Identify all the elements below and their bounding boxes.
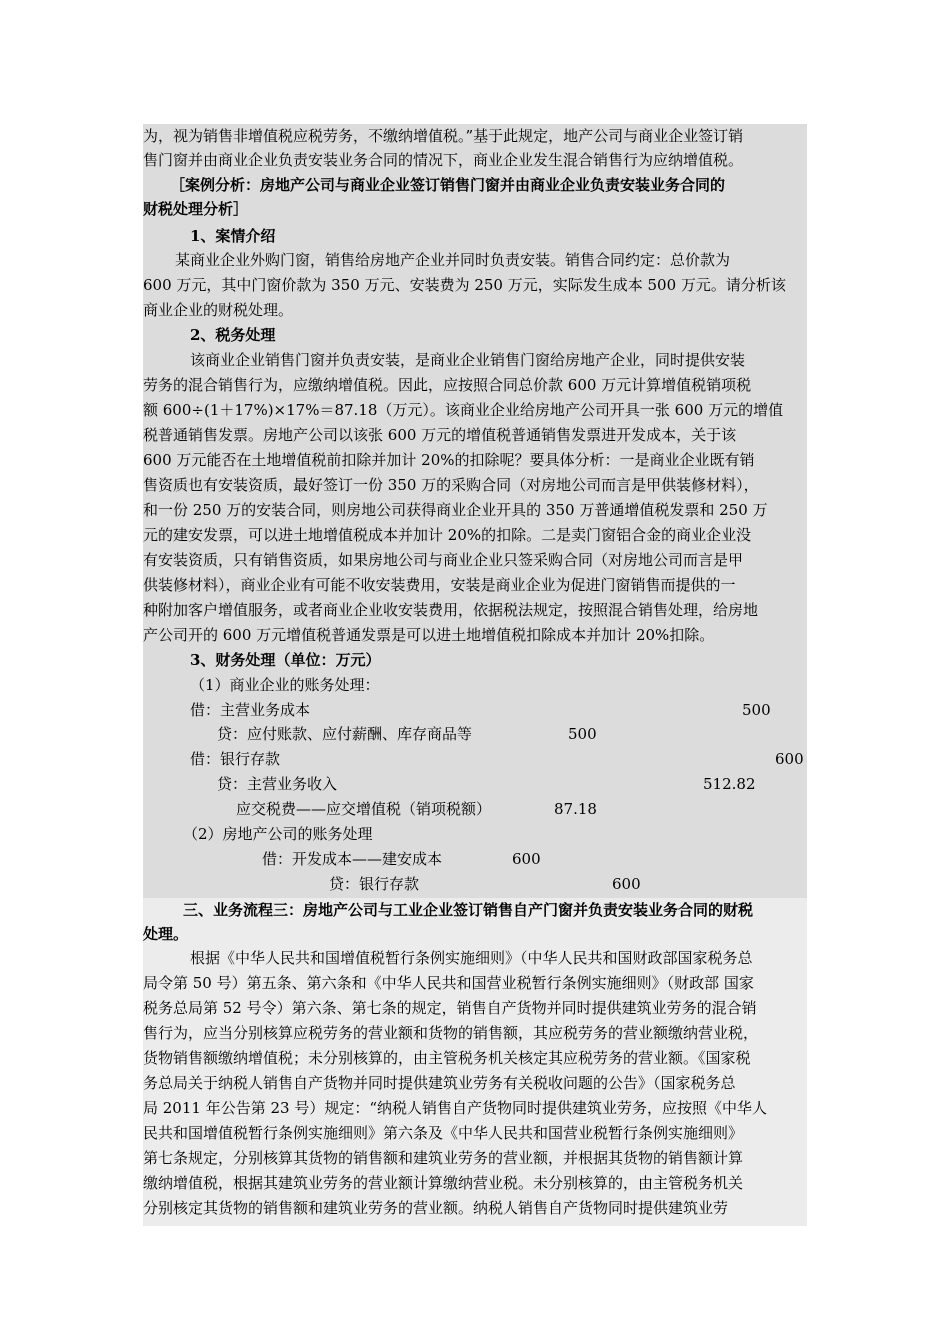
case-title: 财税处理分析］: [143, 200, 249, 218]
entry-amount: 600: [775, 750, 804, 768]
paragraph-line: 某商业企业外购门窗，销售给房地产企业并同时负责安装。销售合同约定：总价款为: [175, 251, 731, 269]
entry-label: 贷：应付账款、应付薪酬、库存商品等: [217, 725, 473, 743]
paragraph-line: 商业企业的财税处理。: [143, 301, 294, 319]
paragraph-line: 600 万元，其中门窗价款为 350 万元、安装费为 250 万元，实际发生成本 500 万元。请分析该: [143, 276, 786, 294]
entry-amount: 600: [612, 875, 641, 893]
paragraph-line: 局令第 50 号）第五条、第六条和《中华人民共和国营业税暂行条例实施细则》（财政部 国家: [143, 974, 754, 992]
entry-amount: 512.82: [703, 775, 756, 793]
heading-tax: 2、税务处理: [190, 326, 276, 344]
heading-case-intro: 1、案情介绍: [190, 227, 276, 245]
subheading-developer: （2）房地产公司的账务处理: [183, 825, 373, 843]
entry-label: 借：开发成本——建安成本: [262, 850, 443, 868]
entry-label: 应交税费——应交增值税（销项税额）: [236, 800, 492, 818]
heading-accounting: 3、财务处理（单位：万元）: [190, 651, 381, 669]
paragraph-line: 务总局关于纳税人销售自产货物并同时提供建筑业劳务有关税收问题的公告》（国家税务总: [143, 1074, 736, 1092]
paragraph-line: 售门窗并由商业企业负责安装业务合同的情况下，商业企业发生混合销售行为应纳增值税。: [143, 151, 744, 169]
paragraph-line: 600 万元能否在土地增值税前扣除并加计 20%的扣除呢？要具体分析：一是商业企业既有销: [143, 451, 755, 469]
case-title: ［案例分析：房地产公司与商业企业签订销售门窗并由商业企业负责安装业务合同的: [170, 176, 726, 194]
paragraph-line: 售行为，应当分别核算应税劳务的营业额和货物的销售额，其应税劳务的营业额缴纳营业税，: [143, 1024, 759, 1042]
paragraph-line: 局 2011 年公告第 23 号）规定：“纳税人销售自产货物同时提供建筑业劳务，应按照《中华人: [143, 1099, 768, 1117]
entry-amount: 500: [568, 725, 597, 743]
paragraph-line: 售资质也有安装资质，最好签订一份 350 万的采购合同（对房地公司而言是甲供装修材料），: [143, 476, 759, 494]
paragraph-line: 产公司开的 600 万元增值税普通发票是可以进土地增值税扣除成本并加计 20%扣除。: [143, 626, 715, 644]
paragraph-line: 为，视为销售非增值税应税劳务，不缴纳增值税。”基于此规定，地产公司与商业企业签订销: [143, 127, 744, 145]
paragraph-line: 有安装资质，只有销售资质，如果房地公司与商业企业只签采购合同（对房地公司而言是甲: [143, 551, 744, 569]
paragraph-line: 分别核定其货物的销售额和建筑业劳务的营业额。纳税人销售自产货物同时提供建筑业劳: [143, 1199, 729, 1217]
paragraph-line: 税务总局第 52 号令）第六条、第七条的规定，销售自产货物并同时提供建筑业劳务的混合销: [143, 999, 757, 1017]
paragraph-line: 供装修材料），商业企业有可能不收安装费用，安装是商业企业为促进门窗销售而提供的一: [143, 576, 736, 594]
paragraph-line: 缴纳增值税，根据其建筑业劳务的营业额计算缴纳营业税。未分别核算的，由主管税务机关: [143, 1174, 744, 1192]
paragraph-line: 种附加客户增值服务，或者商业企业收安装费用，依据税法规定，按照混合销售处理，给房地: [143, 601, 759, 619]
paragraph-line: 和一份 250 万的安装合同，则房地公司获得商业企业开具的 350 万普通增值税发票和 250 万: [143, 501, 768, 519]
paragraph-line: 该商业企业销售门窗并负责安装，是商业企业销售门窗给房地产企业，同时提供安装: [190, 351, 746, 369]
paragraph-line: 额 600÷(1＋17%)×17%＝87.18（万元）。该商业企业给房地产公司开具一张 600 万元的增值: [143, 401, 784, 419]
subheading-commercial: （1）商业企业的账务处理：: [190, 676, 380, 694]
entry-label: 借：主营业务成本: [190, 701, 311, 719]
section-heading: 三、业务流程三：房地产公司与工业企业签订销售自产门窗并负责安装业务合同的财税: [183, 901, 754, 919]
entry-label: 借：银行存款: [190, 750, 281, 768]
paragraph-line: 税普通销售发票。房地产公司以该张 600 万元的增值税普通销售发票进开发成本，关于该: [143, 426, 737, 444]
section-heading: 处理。: [143, 925, 189, 943]
paragraph-line: 根据《中华人民共和国增值税暂行条例实施细则》（中华人民共和国财政部国家税务总: [190, 949, 753, 967]
paragraph-line: 劳务的混合销售行为，应缴纳增值税。因此，应按照合同总价款 600 万元计算增值税销项税: [143, 376, 752, 394]
paragraph-line: 货物销售额缴纳增值税；未分别核算的，由主管税务机关核定其应税劳务的营业额。《国家税: [143, 1049, 751, 1067]
entry-amount: 600: [512, 850, 541, 868]
entry-label: 贷：主营业务收入: [217, 775, 338, 793]
paragraph-line: 元的建安发票，可以进土地增值税成本并加计 20%的扣除。二是卖门窗铝合金的商业企业没: [143, 526, 752, 544]
paragraph-line: 民共和国增值税暂行条例实施细则》第六条及《中华人民共和国营业税暂行条例实施细则》: [143, 1124, 744, 1142]
paragraph-line: 第七条规定，分别核算其货物的销售额和建筑业劳务的营业额，并根据其货物的销售额计算: [143, 1149, 744, 1167]
entry-amount: 87.18: [554, 800, 597, 818]
entry-amount: 500: [742, 701, 771, 719]
entry-label: 贷：银行存款: [329, 875, 420, 893]
